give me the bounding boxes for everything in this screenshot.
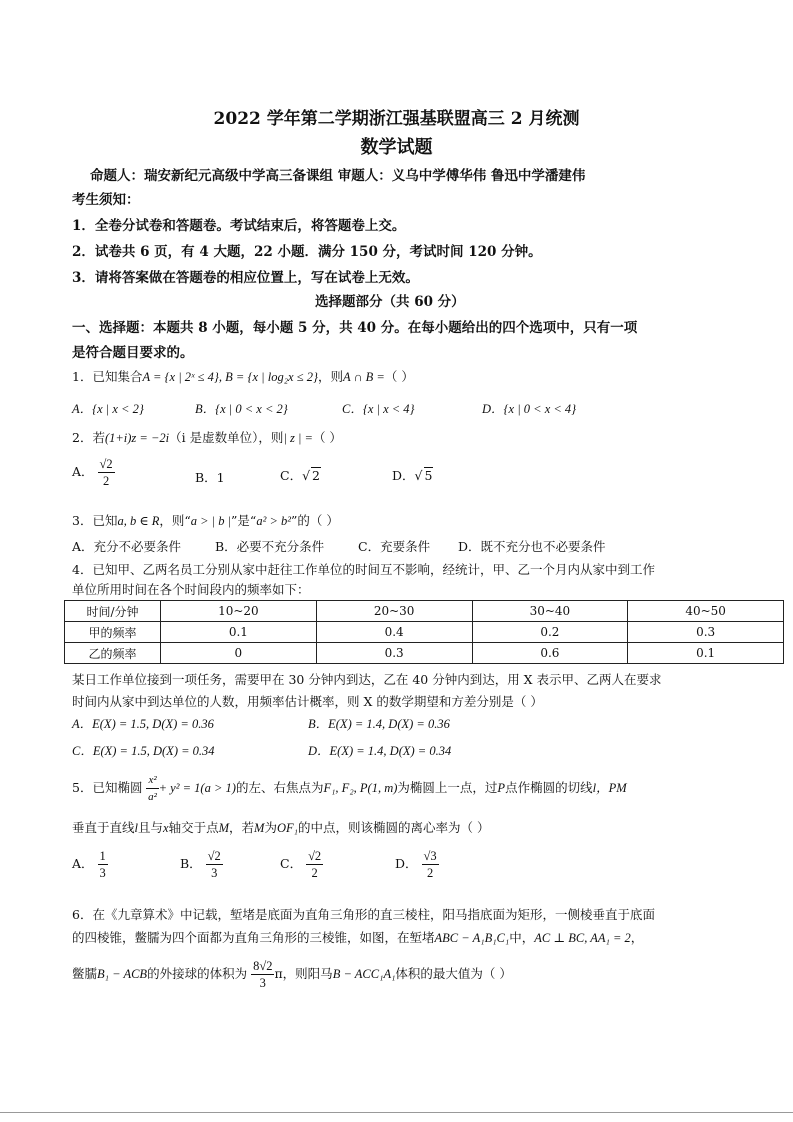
- exam-subtitle: 数学试题: [360, 137, 433, 158]
- q5-stem-b: 的左、右焦点为: [235, 780, 324, 795]
- table-row: [65, 622, 784, 643]
- q2-option-c-label: C．: [280, 468, 303, 483]
- q2-stem-a: 2．若: [72, 430, 105, 445]
- q5-option-b-num: √2: [207, 849, 221, 863]
- q2-option-a-den: 2: [102, 474, 110, 488]
- q6-line3-b: 的外接球的体积为: [147, 966, 248, 981]
- q6-line3-d: 体积的最大值为（ ）: [395, 966, 512, 981]
- table-header-cell: 30~40: [472, 601, 628, 622]
- q5-line2-l: l: [134, 821, 138, 835]
- table-cell: 0.2: [472, 622, 628, 643]
- notice-item-1: 1．全卷分试卷和答题卷。考试结束后，将答题卷上交。: [72, 218, 406, 234]
- q2-option-a-label: A．: [72, 464, 94, 479]
- q4-line3: 某日工作单位接到一项任务，需要甲在 30 分钟内到达，乙在 40 分钟内到达，用 X 表示甲、乙两人在要求: [72, 672, 662, 687]
- q6-line3-a: 鳖臑: [72, 966, 98, 981]
- q1-option-c: C．{x | x < 4}: [342, 402, 415, 416]
- q4-line4: 时间内从家中到达单位的人数，用频率估计概率，则 X 的数学期望和方差分别是（ ）: [72, 694, 543, 709]
- q2-option-d-radicand: 5: [424, 468, 433, 483]
- q5-line2-m: M: [218, 821, 230, 835]
- q6-line3-expr2: B − ACC₁A₁: [332, 967, 396, 981]
- q5-option-b-den: 3: [211, 866, 218, 880]
- table-cell: 0.1: [628, 643, 784, 664]
- q5-option-c-num: √2: [308, 849, 322, 863]
- q3-stem-d: ”的（ ）: [291, 513, 339, 528]
- table-cell: 0.3: [316, 643, 472, 664]
- authors-line: 命题人：瑞安新纪元高级中学高三备课组 审题人：义乌中学傅华伟 鲁迅中学潘建伟: [90, 168, 586, 184]
- q6-volume-num: 8√2: [253, 959, 273, 973]
- q5-option-a-num: 1: [99, 849, 106, 863]
- q5-line2-e: 为: [264, 820, 277, 835]
- table-cell: 乙的频率: [65, 643, 161, 664]
- q5-option-a-label: A．: [72, 856, 94, 871]
- q3-cond1: a > | b |: [190, 514, 232, 528]
- q2-expr: (1+i)z = −2i: [104, 431, 170, 445]
- q1-option-d: D．{x | 0 < x < 4}: [482, 402, 577, 416]
- q4-option-a: A．E(X) = 1.5, D(X) = 0.36: [72, 717, 214, 731]
- table-cell: 0.4: [316, 622, 472, 643]
- q6-line1: 6．在《九章算术》中记载，堑堵是底面为直角三角形的直三棱柱，阳马指底面为矩形，一侧棱垂直于底面: [72, 907, 655, 922]
- q5-line2-f: 的中点，则该椭圆的离心率为（ ）: [297, 820, 490, 835]
- q2-option-d: D．√ 5: [392, 468, 433, 483]
- table-cell: 0.6: [472, 643, 628, 664]
- q2-option-d-label: D．: [392, 468, 415, 483]
- table-header-row: [65, 601, 784, 622]
- q5-line2-of: OF₁: [276, 821, 298, 835]
- table-cell: 0.1: [161, 622, 317, 643]
- exam-title: 2022 学年第二学期浙江强基联盟高三 2 月统测: [213, 109, 580, 129]
- q1-stem-a: 1．已知集合: [72, 369, 143, 384]
- q6-line3-expr: B₁ − ACB: [97, 967, 148, 981]
- q5-line1: [72, 772, 627, 805]
- q5-line2: [72, 818, 489, 836]
- q6-line3: [72, 958, 512, 991]
- q3-stem-a: 3．已知: [72, 513, 118, 528]
- q5-line2-c: 轴交于点: [168, 820, 219, 835]
- q4-line2: 单位所用时间在各个时间段内的频率如下：: [72, 582, 310, 597]
- q5-option-d-label: D．: [395, 856, 418, 871]
- q5-option-d-fraction: [422, 848, 439, 881]
- q3-cond2: a² > b²: [256, 514, 292, 528]
- q6-volume-den: 3: [259, 976, 266, 990]
- q4-option-b: B．E(X) = 1.4, D(X) = 0.36: [308, 717, 450, 731]
- q4-option-d: D．E(X) = 1.4, D(X) = 0.34: [308, 744, 452, 758]
- q5-line2-m2: M: [254, 821, 265, 835]
- q6-line2: [72, 928, 643, 946]
- q2-option-c-radicand: 2: [312, 468, 320, 483]
- q5-option-a: [72, 848, 108, 881]
- notice-item-3: 3．请将答案做在答题卷的相应位置上，写在试卷上无效。: [72, 270, 419, 286]
- q1-stem-b: ，则: [317, 369, 343, 384]
- q5-option-b-fraction: [206, 848, 223, 881]
- q5-line-l: l: [592, 781, 597, 795]
- table-header-cell: 10~20: [161, 601, 317, 622]
- q5-ellipse-rest: + y² = 1(a > 1): [158, 781, 236, 795]
- q5-line2-b: 且与: [138, 820, 164, 835]
- q4-option-c: C．E(X) = 1.5, D(X) = 0.34: [72, 744, 215, 758]
- q5-option-d: [395, 848, 439, 881]
- q5-option-d-num: √3: [423, 849, 437, 863]
- q5-option-c-den: 2: [311, 866, 318, 880]
- table-cell: 甲的频率: [65, 622, 161, 643]
- q3-option-a: A．充分不必要条件: [72, 539, 182, 554]
- q3-stem: [72, 511, 339, 529]
- q5-stem-d: 点作椭圆的切线: [505, 780, 593, 795]
- q3-stem-c: ”是“: [231, 513, 257, 528]
- q2-option-b: B．1: [195, 470, 225, 485]
- q2-option-c: C．√ 2: [280, 468, 320, 483]
- page-bottom-divider: [0, 1112, 793, 1113]
- q3-option-d: D．既不充分也不必要条件: [458, 539, 606, 554]
- q5-option-c: [280, 848, 323, 881]
- q1-option-a: A．{x | x < 2}: [72, 402, 144, 416]
- q5-line2-d: ，若: [229, 820, 255, 835]
- table-header-cell: 40~50: [628, 601, 784, 622]
- q6-line2-c: ，: [630, 930, 644, 945]
- q5-ellipse-den: a²: [148, 791, 157, 803]
- q1-stem: [72, 367, 414, 385]
- frequency-table: [64, 600, 784, 664]
- q5-option-b-label: B．: [180, 856, 202, 871]
- q6-line2-b: 中，: [509, 930, 535, 945]
- q5-foci: F₁, F₂, P(1, m): [323, 781, 398, 795]
- q5-line2-x: x: [163, 821, 169, 835]
- q2-option-a-fraction: [98, 456, 115, 489]
- q1-sets: A = {x | 2ˣ ≤ 4}, B = {x | log₂x ≤ 2}: [142, 370, 318, 384]
- q5-stem-a: 5．已知椭圆: [72, 780, 143, 795]
- q2-stem-b: （i 是虚数单位），则: [169, 430, 284, 445]
- q2-paren: （ ）: [312, 430, 342, 445]
- q3-expr: a, b ∈ R: [117, 514, 160, 528]
- q5-point-p: P: [497, 781, 506, 795]
- q1-option-b: B．{x | 0 < x < 2}: [195, 402, 288, 416]
- section-title: 选择题部分（共 60 分）: [315, 294, 465, 310]
- q1-expr: A ∩ B =: [342, 370, 385, 384]
- q6-line2-a: 的四棱锥，鳖臑为四个面都为直角三角形的三棱锥，如图，在堑堵: [72, 930, 435, 945]
- section-intro-line1: 一、选择题：本题共 8 小题，每小题 5 分，共 40 分。在每小题给出的四个选项中，只有一项: [72, 320, 638, 336]
- q5-pm: ，PM: [596, 781, 627, 795]
- q2-expr2: | z | =: [283, 431, 313, 445]
- q6-line2-expr: ABC − A₁B₁C₁: [434, 931, 510, 945]
- q6-volume-fraction: [251, 958, 274, 991]
- q2-stem: [72, 428, 342, 446]
- section-intro-line2: 是符合题目要求的。: [72, 345, 194, 361]
- q5-option-c-fraction: [306, 848, 323, 881]
- q3-stem-b: ，则“: [159, 513, 191, 528]
- q3-option-b: B．必要不充分条件: [215, 539, 325, 554]
- table-header-cell: 20~30: [316, 601, 472, 622]
- q5-option-d-den: 2: [426, 866, 434, 880]
- q5-line2-a: 垂直于直线: [72, 820, 135, 835]
- q2-option-a-num: √2: [99, 457, 113, 471]
- q5-option-a-fraction: [98, 848, 108, 881]
- notice-item-2: 2．试卷共 6 页，有 4 大题，22 小题．满分 150 分，考试时间 120 分钟。: [72, 244, 542, 260]
- notice-heading: 考生须知：: [72, 192, 140, 208]
- q5-option-c-label: C．: [280, 856, 303, 871]
- q4-line1: 4．已知甲、乙两名员工分别从家中赶往工作单位的时间互不影响，经统计，甲、乙一个月内从家中到工作: [72, 562, 655, 577]
- q2-option-a: [72, 456, 115, 489]
- q1-paren: （ ）: [384, 369, 414, 384]
- q5-option-a-den: 3: [99, 866, 106, 880]
- q5-option-b: [180, 848, 223, 881]
- q6-pi: π: [274, 966, 283, 981]
- table-header-cell: 时间/分钟: [65, 601, 161, 622]
- q5-ellipse-fraction: [146, 772, 158, 805]
- q5-stem-c: 为椭圆上一点，过: [397, 780, 498, 795]
- q5-ellipse-num: x²: [146, 772, 158, 789]
- q3-option-c: C．充要条件: [358, 539, 431, 554]
- table-cell: 0.3: [628, 622, 784, 643]
- table-cell: 0: [161, 643, 317, 664]
- q6-line3-c: ，则阳马: [282, 966, 333, 981]
- table-row: [65, 643, 784, 664]
- q6-line2-cond: AC ⊥ BC, AA₁ = 2: [534, 931, 631, 945]
